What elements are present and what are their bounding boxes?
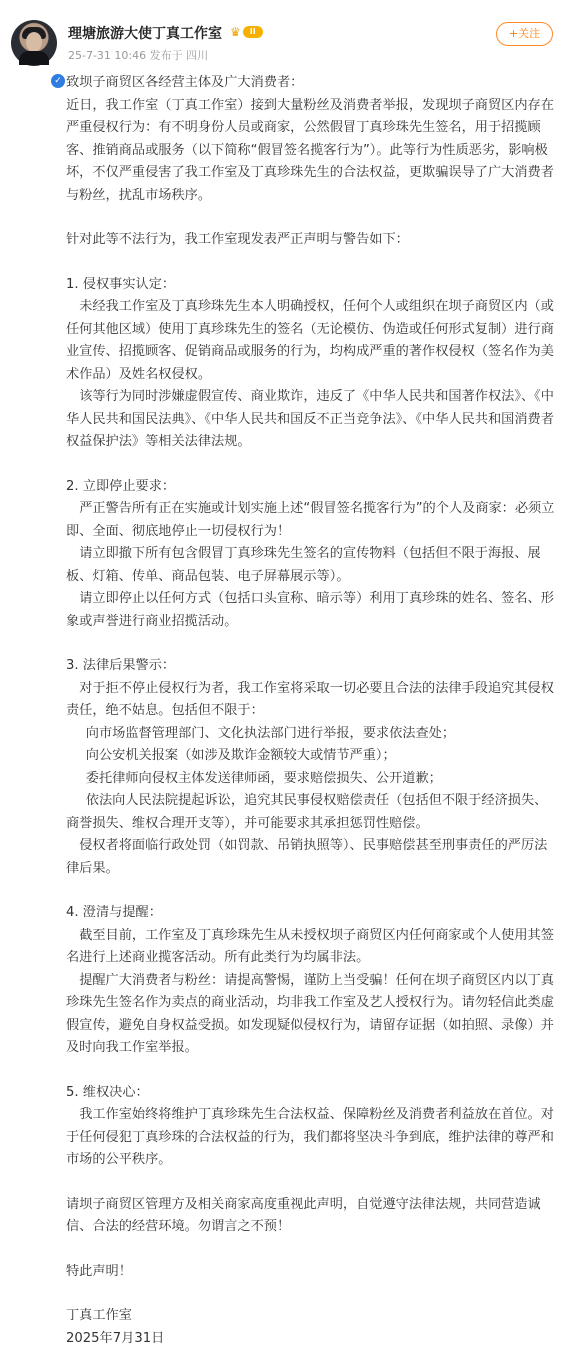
avatar-face [26, 32, 42, 52]
salutation-text: 致坝子商贸区各经营主体及广大消费者： [66, 72, 558, 95]
section-1-paragraph-1: 未经我工作室及丁真珍珠先生本人明确授权，任何个人或组织在坝子商贸区内（或任何其他区域）使用丁真珍珠先生的签名（无论模仿、伪造或任何形式复制）进行商业宣传、招揽顾客、促销商品或服务的行为，均构成严重的著作权侵权（签名作为美术作品）及姓名权侵权。 [66, 296, 558, 386]
section-3-item-1: 向市场监督管理部门、文化执法部门进行举报，要求依法查处； [66, 723, 558, 746]
follow-button[interactable]: +关注 [496, 22, 553, 46]
section-3-item-2: 向公安机关报案（如涉及欺诈金额较大或情节严重）； [66, 745, 558, 768]
section-4-paragraph-1: 截至目前，工作室及丁真珍珠先生从未授权坝子商贸区内任何商家或个人使用其签名进行上述商业揽客活动。所有此类行为均属非法。 [66, 925, 558, 970]
lead-paragraph: 针对此等不法行为，我工作室现发表严正声明与警告如下： [66, 229, 558, 252]
paragraph-gap [66, 633, 558, 655]
section-title-2: 2. 立即停止要求： [66, 476, 558, 499]
paragraph-gap [66, 252, 558, 274]
username-link[interactable]: 理塘旅游大使丁真工作室 [68, 23, 222, 43]
user-badges [230, 25, 263, 39]
section-3-item-3: 委托律师向侵权主体发送律师函，要求赔偿损失、公开道歉； [66, 768, 558, 791]
post-meta [68, 47, 208, 63]
paragraph-gap [66, 454, 558, 476]
section-2-paragraph-2: 请立即撤下所有包含假冒丁真珍珠先生签名的宣传物料（包括但不限于海报、展板、灯箱、传单、商品包装、电子屏幕展示等）。 [66, 543, 558, 588]
post-source: 发布于 四川 [150, 49, 209, 62]
profile-avatar[interactable] [11, 20, 57, 66]
paragraph-gap [66, 207, 558, 229]
intro-paragraph: 近日，我工作室（丁真工作室）接到大量粉丝及消费者举报，发现坝子商贸区内存在严重侵权行为：有不明身份人员或商家，公然假冒丁真珍珠先生签名，用于招揽顾客、推销商品或服务（以下简称“假冒签名揽客行为”）。此等行为性质恶劣，影响极坏，不仅严重侵害了我工作室及丁真珍珠先生的合法权益，更欺骗误导了广大消费者与粉丝，扰乱市场秩序。 [66, 95, 558, 208]
section-title-3: 3. 法律后果警示： [66, 655, 558, 678]
post-header [0, 0, 567, 70]
paragraph-gap [66, 880, 558, 902]
special-declaration: 特此声明！ [66, 1261, 558, 1284]
vip-badge-icon: II [243, 26, 263, 38]
crown-icon: ♛ [230, 25, 241, 39]
signature-text: 丁真工作室 [66, 1305, 558, 1328]
section-3-item-4: 依法向人民法院提起诉讼，追究其民事侵权赔偿责任（包括但不限于经济损失、商誉损失、维权合理开支等），并可能要求其承担惩罚性赔偿。 [66, 790, 558, 835]
verified-check-icon: ✓ [50, 73, 66, 89]
post-timestamp[interactable]: 25-7-31 10:46 [68, 49, 146, 62]
post-body [66, 72, 558, 1350]
paragraph-gap [66, 1239, 558, 1261]
paragraph-gap [66, 1172, 558, 1194]
paragraph-gap [66, 1283, 558, 1305]
section-2-paragraph-1: 严正警告所有正在实施或计划实施上述“假冒签名揽客行为”的个人及商家：必须立即、全面、彻底地停止一切侵权行为！ [66, 498, 558, 543]
section-title-1: 1. 侵权事实认定： [66, 274, 558, 297]
section-5-paragraph-1: 我工作室始终将维护丁真珍珠先生合法权益、保障粉丝及消费者利益放在首位。对于任何侵犯丁真珍珠的合法权益的行为，我们都将坚决斗争到底，维护法律的尊严和市场的公平秩序。 [66, 1104, 558, 1172]
section-title-5: 5. 维权决心： [66, 1082, 558, 1105]
section-3-paragraph-2: 侵权者将面临行政处罚（如罚款、吊销执照等）、民事赔偿甚至刑事责任的严厉法律后果。 [66, 835, 558, 880]
paragraph-gap [66, 1060, 558, 1082]
avatar-shirt [19, 51, 49, 65]
section-1-paragraph-2: 该等行为同时涉嫌虚假宣传、商业欺诈，违反了《中华人民共和国著作权法》、《中华人民共和国民法典》、《中华人民共和国反不正当竞争法》、《中华人民共和国消费者权益保护法》等相关法律法规。 [66, 386, 558, 454]
section-title-4: 4. 澄清与提醒： [66, 902, 558, 925]
section-4-paragraph-2: 提醒广大消费者与粉丝：请提高警惕，谨防上当受骗！任何在坝子商贸区内以丁真珍珠先生签名作为卖点的商业活动，均非我工作室及艺人授权行为。请勿轻信此类虚假宣传，避免自身权益受损。如发现疑似侵权行为，请留存证据（如拍照、录像）并及时向我工作室举报。 [66, 970, 558, 1060]
section-2-paragraph-3: 请立即停止以任何方式（包括口头宣称、暗示等）利用丁真珍珠的姓名、签名、形象或声誉进行商业招揽活动。 [66, 588, 558, 633]
closing-paragraph: 请坝子商贸区管理方及相关商家高度重视此声明，自觉遵守法律法规，共同营造诚信、合法的经营环境。勿谓言之不预！ [66, 1194, 558, 1239]
section-3-paragraph-1: 对于拒不停止侵权行为者，我工作室将采取一切必要且合法的法律手段追究其侵权责任，绝不姑息。包括但不限于： [66, 678, 558, 723]
date-text: 2025年7月31日 [66, 1328, 558, 1350]
